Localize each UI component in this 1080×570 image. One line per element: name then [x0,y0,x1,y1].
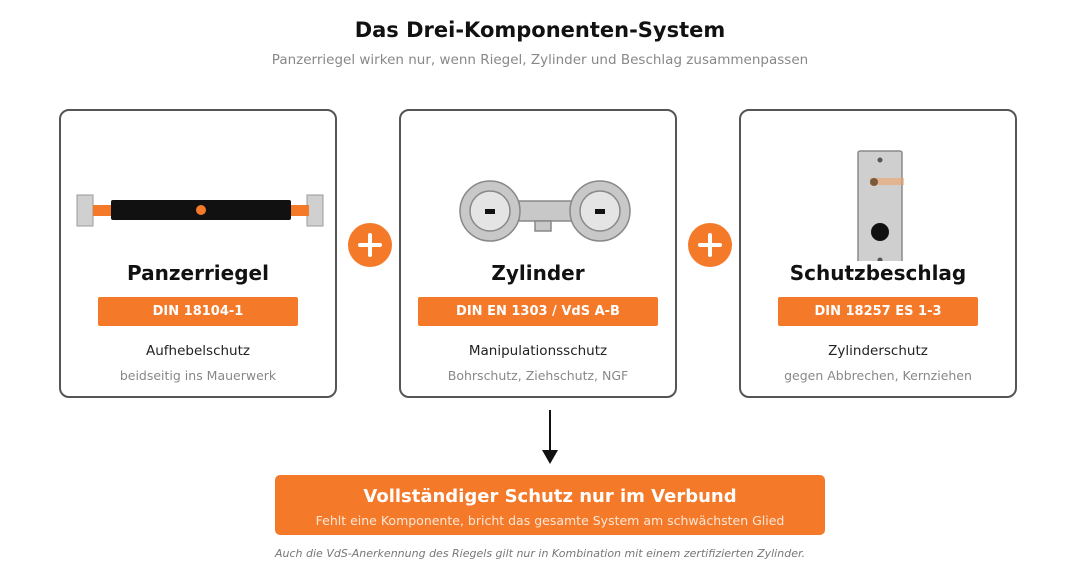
result-title: Vollständiger Schutz nur im Verbund [363,486,737,507]
footnote: Auch die VdS-Anerkennung des Riegels gilt nur in Kombination mit einem zertifizierten Zylinder. [275,547,805,560]
norm-badge: DIN 18104-1 [98,297,298,326]
component-feature: Zylinderschutz [828,343,928,359]
component-feature: Manipulationsschutz [468,343,608,359]
panzerriegel-bar-icon [61,111,339,261]
component-detail: gegen Abbrechen, Kernziehen [784,368,972,383]
component-name: Schutzbeschlag [789,261,967,285]
component-name: Panzerriegel [127,261,269,285]
page-subtitle: Panzerriegel wirken nur, wenn Riegel, Zylinder und Beschlag zusammenpassen [271,52,809,68]
component-feature: Aufhebelschutz [146,343,250,359]
component-detail: beidseitig ins Mauerwerk [119,368,277,383]
plus-icon [688,223,732,267]
result-subtitle: Fehlt eine Komponente, bricht das gesamte System am schwächsten Glied [315,513,785,528]
norm-badge: DIN EN 1303 / VdS A-B [418,297,658,326]
result-banner [275,475,825,535]
component-detail: Bohrschutz, Ziehschutz, NGF [447,368,629,383]
component-card-zylinder [399,109,677,398]
security-fitting-icon [741,111,1019,261]
component-card-panzerriegel [59,109,337,398]
plus-icon [348,223,392,267]
norm-badge: DIN 18257 ES 1-3 [778,297,978,326]
cylinder-lock-icon [401,111,679,261]
component-name: Zylinder [491,261,585,285]
arrow-down-icon [540,410,560,466]
page-title: Das Drei-Komponenten-System [354,18,726,42]
component-card-schutzbeschlag [739,109,1017,398]
